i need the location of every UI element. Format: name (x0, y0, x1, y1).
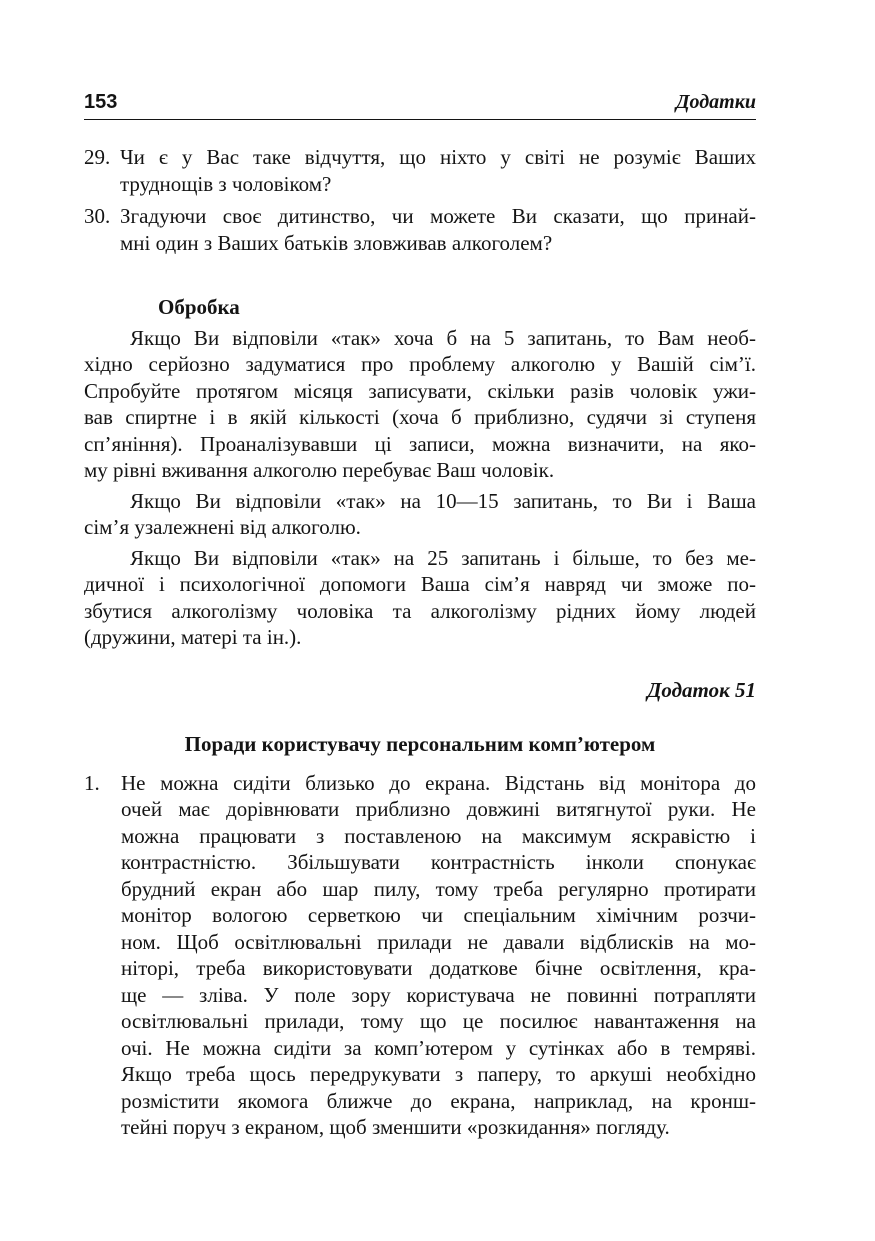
text-line: Якщо Ви відповіли «так» на 10—15 запитань, то Ви і Ваша (130, 488, 756, 513)
text-line: монітор вологою серветкою чи спеціальним хімічним розчи- (121, 903, 756, 927)
text-line: му рівні вживання алкоголю перебуває Ваш чоловік. (84, 458, 555, 482)
text-line: освітлювальні прилади, тому що це посилює навантаження на (121, 1009, 756, 1033)
question-text (120, 203, 756, 256)
list-item-text (121, 770, 756, 1141)
question-number: 29. (84, 145, 111, 169)
text-line: дичної і психологічної допомоги Ваша сім’я навряд чи зможе по- (84, 572, 756, 596)
question-number: 30. (84, 204, 111, 228)
text-line: Не можна сидіти близько до екрана. Відстань від монітора до (121, 770, 756, 795)
text-line: хідно серйозно задуматися про проблему алкоголю у Вашій сім’ї. (84, 352, 756, 376)
question-item (84, 203, 756, 256)
section-title: Поради користувачу персональним комп’ютером (184, 732, 656, 756)
text-line: Чи є у Вас таке відчуття, що ніхто у світі не розуміє Ваших (120, 145, 756, 169)
text-line: вав спиртне і в якій кількості (хоча б приблизно, судячи зі ступеня (84, 405, 756, 429)
text-line: Якщо Ви відповіли «так» хоча б на 5 запитань, то Вам необ- (130, 325, 756, 350)
page-number: 153 (84, 91, 118, 113)
processing-paragraph (84, 325, 756, 484)
text-line: (дружини, матері та ін.). (84, 625, 302, 649)
processing-heading: Обробка (158, 295, 240, 319)
text-line: мні один з Ваших батьків зловживав алкоголем? (120, 230, 553, 255)
text-line: очей має дорівнювати приблизно довжині витягнутої руки. Не (121, 797, 756, 821)
list-item (84, 770, 756, 1141)
list-item-number: 1. (84, 770, 100, 795)
text-line: контрастністю. Збільшувати контрастність інколи спонукає (121, 850, 756, 874)
text-line: ном. Щоб освітлювальні прилади не давали відблисків на мо- (121, 929, 756, 954)
text-line: ніторі, треба використовувати додаткове бічне освітлення, кра- (121, 956, 756, 980)
text-line: ще — зліва. У поле зору користувача не повинні потрапляти (121, 982, 756, 1007)
text-line: труднощів з чоловіком? (120, 171, 332, 196)
processing-paragraph (84, 488, 756, 541)
text-line: збутися алкоголізму чоловіка та алкоголізму рідних йому людей (84, 598, 756, 623)
header-rule (84, 119, 756, 120)
processing-paragraph (84, 545, 756, 651)
text-line: Якщо треба щось передрукувати з паперу, то аркуші необхідно (121, 1062, 756, 1086)
text-line: очі. Не можна сидіти за комп’ютером у сутінках або в темряві. (121, 1035, 756, 1060)
text-line: Якщо Ви відповіли «так» на 25 запитань і більше, то без ме- (130, 545, 756, 570)
text-line: тейні поруч з екраном, щоб зменшити «розкидання» погляду. (121, 1115, 670, 1139)
text-line: сім’я узалежнені від алкоголю. (84, 515, 361, 539)
appendix-label: Додаток 51 (647, 677, 756, 702)
text-line: Спробуйте протягом місяця записувати, скільки разів чоловік ужи- (84, 378, 756, 403)
question-item (84, 144, 756, 197)
text-line: можна працювати з поставленою на максимум яскравістю і (121, 823, 756, 848)
running-head: Додатки (675, 91, 756, 113)
text-line: Згадуючи своє дитинство, чи можете Ви сказати, що принай- (120, 204, 756, 228)
question-text (120, 144, 756, 197)
text-line: сп’яніння). Проаналізувавши ці записи, можна визначити, на яко- (84, 431, 756, 456)
text-line: брудний екран або шар пилу, тому треба регулярно протирати (121, 876, 756, 901)
text-line: розмістити якомога ближче до екрана, наприклад, на кронш- (121, 1088, 756, 1113)
page-content (84, 144, 756, 1147)
